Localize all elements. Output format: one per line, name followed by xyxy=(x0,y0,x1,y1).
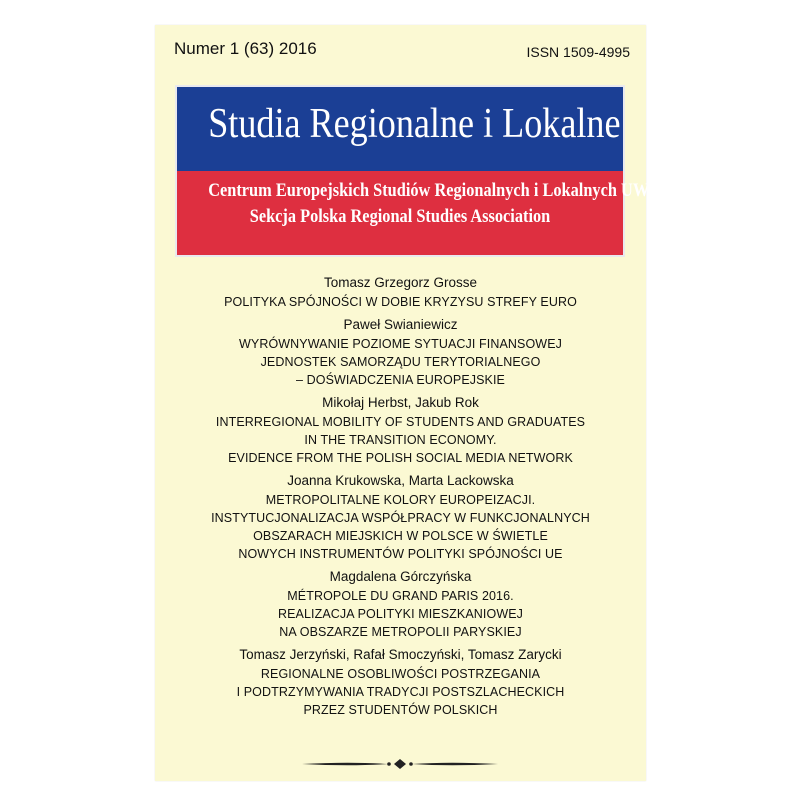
article-title-line: OBSZARACH MIEJSKICH W POLSCE W ŚWIETLE xyxy=(253,529,548,543)
publisher-block xyxy=(208,178,650,230)
article-title-line: MÉTROPOLE DU GRAND PARIS 2016. xyxy=(287,589,514,603)
article-author: Magdalena Górczyńska xyxy=(329,569,472,584)
banner-blue-band xyxy=(177,87,623,171)
publisher-line: Centrum Europejskich Studiów Regionalnych i Lokalnych UW xyxy=(208,180,650,201)
issn: ISSN 1509-4995 xyxy=(526,44,630,60)
article-author: Joanna Krukowska, Marta Lackowska xyxy=(287,473,514,488)
journal-cover xyxy=(155,25,650,781)
article-title-line: INSTYTUCJONALIZACJA WSPÓŁPRACY W FUNKCJONALNYCH xyxy=(211,511,590,525)
article-title-line: I PODTRZYMYWANIA TRADYCJI POSTSZLACHECKICH xyxy=(236,685,565,699)
article-title-line: WYRÓWNYWANIE POZIOME SYTUACJI FINANSOWEJ xyxy=(239,337,562,351)
journal-title: Studia Regionalne i Lokalne xyxy=(208,101,621,147)
article-author: Mikołaj Herbst, Jakub Rok xyxy=(322,395,479,410)
article-entry xyxy=(155,315,646,389)
decorative-divider-ornament-icon xyxy=(300,758,500,770)
article-author: Tomasz Grzegorz Grosse xyxy=(323,275,478,290)
article-title-line: EVIDENCE FROM THE POLISH SOCIAL MEDIA NETWORK xyxy=(228,451,573,465)
article-title-line: NOWYCH INSTRUMENTÓW POLITYKI SPÓJNOŚCI UE xyxy=(238,547,563,561)
article-title-line: INTERREGIONAL MOBILITY OF STUDENTS AND GRADUATES xyxy=(215,415,586,429)
publisher-line: Sekcja Polska Regional Studies Association xyxy=(249,206,551,227)
article-title-line: POLITYKA SPÓJNOŚCI W DOBIE KRYZYSU STREFY EURO xyxy=(224,295,577,309)
article-entry xyxy=(155,567,646,641)
banner-red-band xyxy=(177,171,650,255)
article-title-line: PRZEZ STUDENTÓW POLSKICH xyxy=(303,703,498,717)
article-author: Tomasz Jerzyński, Rafał Smoczyński, Tomasz Zarycki xyxy=(239,647,562,662)
article-title-line: REGIONALNE OSOBLIWOŚCI POSTRZEGANIA xyxy=(260,667,541,681)
article-author: Paweł Swianiewicz xyxy=(343,317,458,332)
article-entry xyxy=(155,645,646,719)
issue-number: Numer 1 (63) 2016 xyxy=(174,39,317,58)
article-entry xyxy=(155,273,646,311)
article-title-line: REALIZACJA POLITYKI MIESZKANIOWEJ xyxy=(277,607,524,621)
article-title-line: IN THE TRANSITION ECONOMY. xyxy=(304,433,497,447)
article-entry xyxy=(155,393,646,467)
article-title-line: – DOŚWIADCZENIA EUROPEJSKIE xyxy=(296,373,505,387)
article-entry xyxy=(155,471,646,563)
article-title-line: JEDNOSTEK SAMORZĄDU TERYTORIALNEGO xyxy=(260,355,541,369)
article-title-line: METROPOLITALNE KOLORY EUROPEIZACJI. xyxy=(265,493,536,507)
article-title-line: NA OBSZARZE METROPOLII PARYSKIEJ xyxy=(279,625,522,639)
table-of-contents xyxy=(155,273,646,723)
title-banner xyxy=(175,85,650,257)
